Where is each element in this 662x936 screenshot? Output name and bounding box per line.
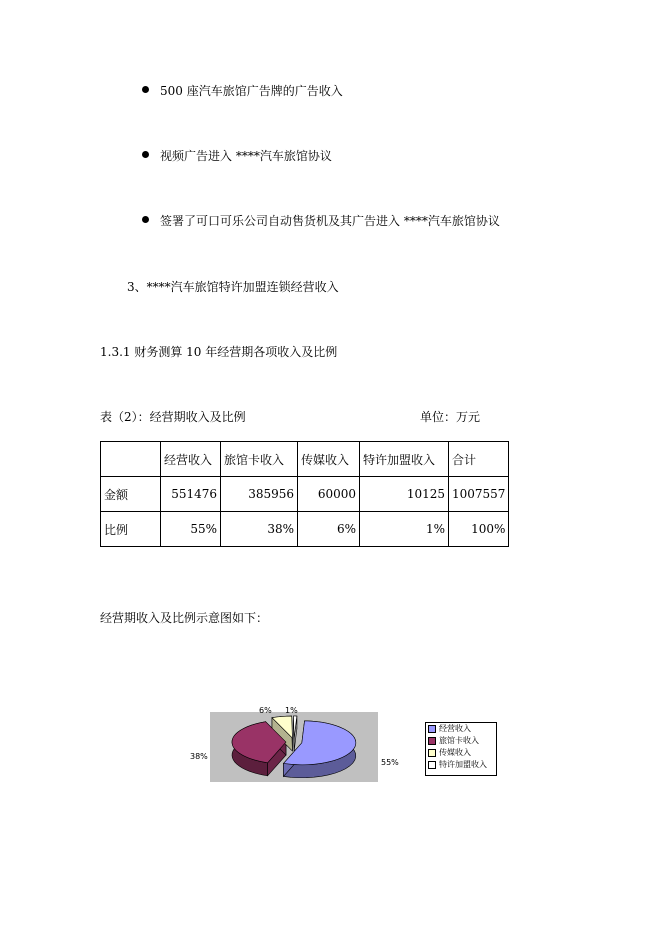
pie-label: 6%: [259, 706, 272, 715]
bullet-dot: [142, 86, 149, 93]
legend-label: 旅馆卡收入: [439, 736, 479, 745]
table-header-cell: [101, 442, 161, 477]
pie-label: 38%: [190, 752, 208, 761]
bullet-text: 500 座汽车旅馆广告牌的广告收入: [160, 84, 343, 98]
table-header-cell: 经营收入: [161, 442, 221, 477]
table-cell: 6%: [298, 512, 360, 547]
table-header-cell: 旅馆卡收入: [221, 442, 298, 477]
chart-legend: [425, 722, 497, 776]
table-cell: 60000: [298, 477, 360, 512]
table-header-row: [101, 442, 509, 477]
table-cell: 38%: [221, 512, 298, 547]
table-header-cell: 合计: [449, 442, 509, 477]
table-cell: 金额: [101, 477, 161, 512]
table-header-cell: 传媒收入: [298, 442, 360, 477]
legend-label: 经营收入: [439, 724, 471, 733]
chart-intro: 经营期收入及比例示意图如下：: [100, 611, 269, 625]
legend-label: 传媒收入: [439, 748, 471, 757]
table-cell: 1007557: [449, 477, 509, 512]
legend-item: [426, 759, 496, 771]
table-header-cell: 特许加盟收入: [360, 442, 449, 477]
list-item-3: 3、****汽车旅馆特许加盟连锁经营收入: [127, 280, 339, 294]
section-heading: 1.3.1 财务测算 10 年经营期各项收入及比例: [100, 345, 338, 359]
table-cell: 10125: [360, 477, 449, 512]
table-cell: 55%: [161, 512, 221, 547]
table-row: [101, 477, 509, 512]
legend-item: [426, 723, 496, 735]
table-row: [101, 512, 509, 547]
bullet-text: 签署了可口可乐公司自动售货机及其广告进入 ****汽车旅馆协议: [160, 214, 500, 228]
legend-swatch: [428, 749, 436, 757]
table-caption: 表（2）：经营期收入及比例: [100, 410, 246, 424]
table-cell: 1%: [360, 512, 449, 547]
legend-item: [426, 747, 496, 759]
pie-label: 55%: [381, 758, 399, 767]
pie-chart: [210, 712, 410, 792]
revenue-table: [100, 441, 509, 547]
pie-label: 1%: [285, 706, 298, 715]
legend-item: [426, 735, 496, 747]
legend-label: 特许加盟收入: [439, 760, 487, 769]
table-cell: 385956: [221, 477, 298, 512]
bullet-text: 视频广告进入 ****汽车旅馆协议: [160, 149, 332, 163]
legend-swatch: [428, 725, 436, 733]
legend-swatch: [428, 761, 436, 769]
legend-swatch: [428, 737, 436, 745]
bullet-dot: [142, 151, 149, 158]
table-cell: 比例: [101, 512, 161, 547]
bullet-dot: [142, 216, 149, 223]
unit-label: 单位：万元: [420, 410, 481, 424]
table-cell: 551476: [161, 477, 221, 512]
table-cell: 100%: [449, 512, 509, 547]
